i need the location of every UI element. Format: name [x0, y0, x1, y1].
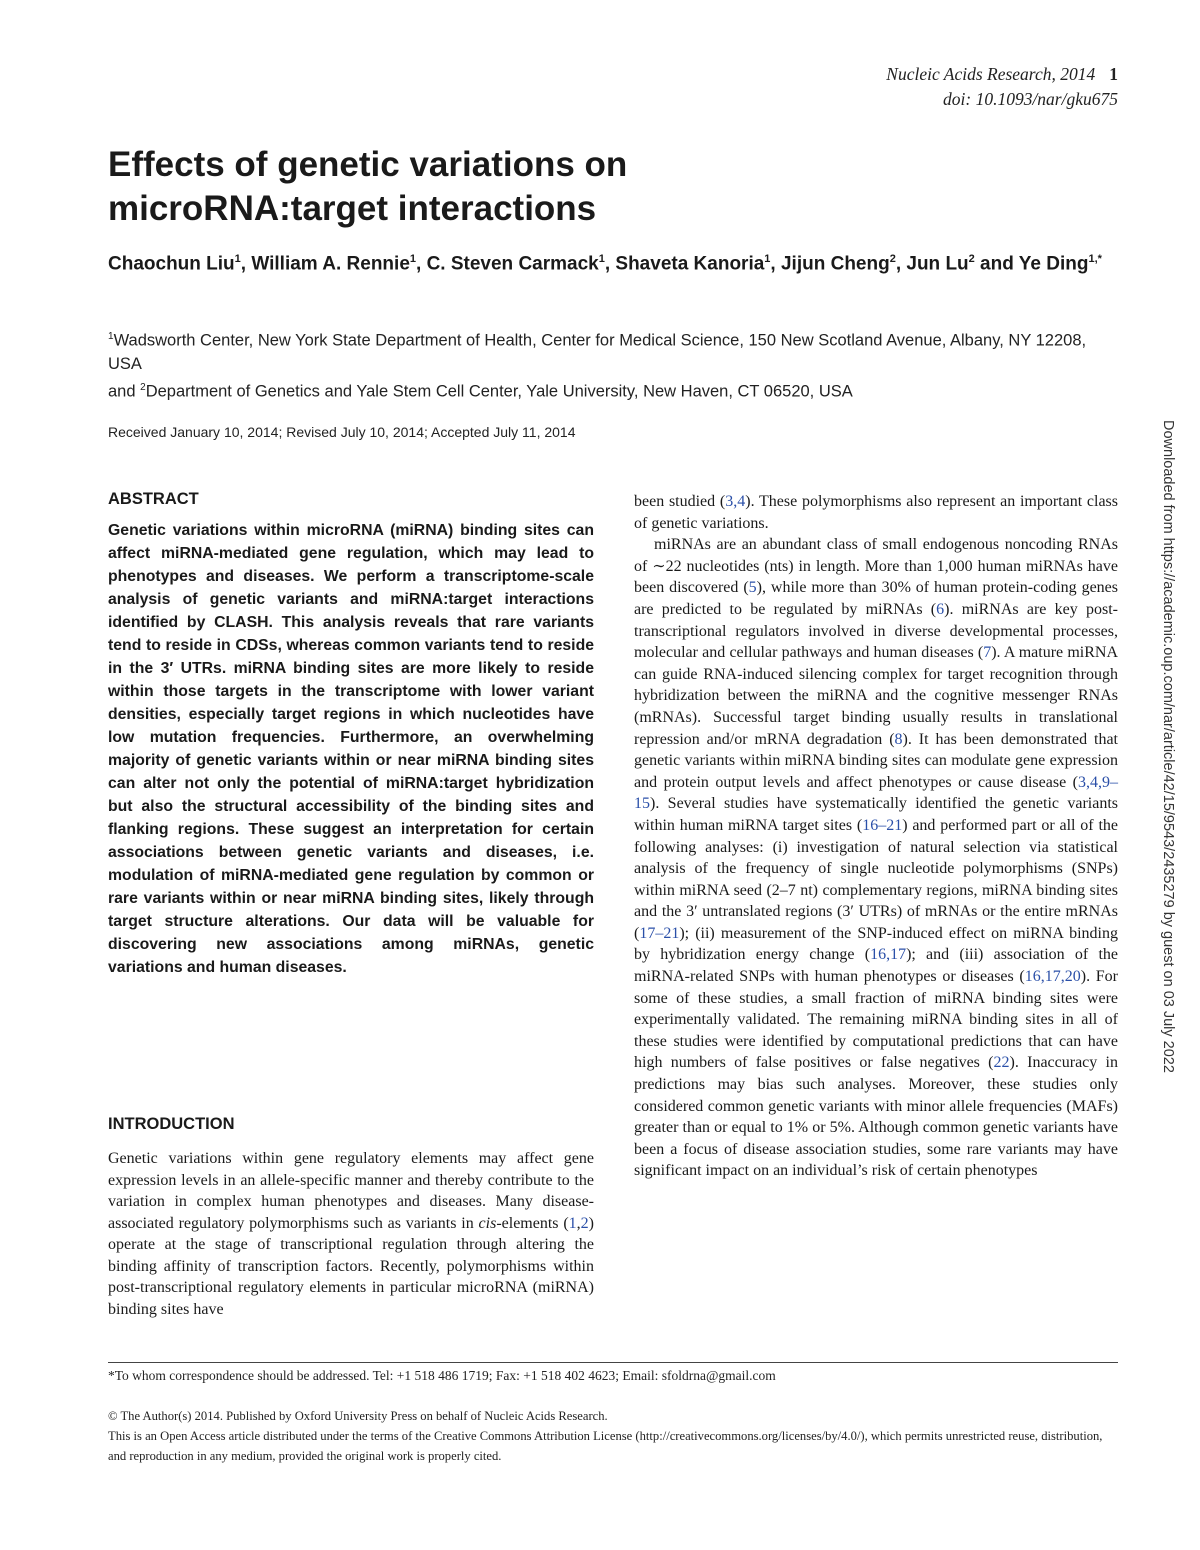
- reference-link[interactable]: 22: [993, 1054, 1010, 1072]
- reference-link[interactable]: 5: [748, 579, 757, 597]
- reference-link[interactable]: 16,17,20: [1024, 968, 1081, 986]
- reference-link[interactable]: 6: [936, 600, 945, 618]
- author-name: , C. Steven Carmack: [416, 253, 599, 275]
- copyright-block: [108, 1406, 1118, 1466]
- reference-link[interactable]: 7: [983, 644, 992, 662]
- text-run: ) operate at the stage of transcriptional regulation through altering the binding affinity of transcription factors. Recently, polymorphisms within post-transcriptional regulatory elements in particular microRNA (miRNA) binding sites have: [108, 1214, 594, 1318]
- reference-link[interactable]: 3,4: [725, 493, 746, 510]
- reference-link[interactable]: 3,4,9–15: [634, 773, 1118, 813]
- introduction-heading: INTRODUCTION: [108, 1115, 235, 1133]
- affil-prefix: and: [108, 382, 141, 400]
- reference-link[interactable]: 1: [568, 1214, 577, 1232]
- affil-mark: 2: [140, 381, 146, 393]
- author-name: , Jun Lu: [895, 253, 969, 275]
- article-title: Effects of genetic variations on microRNA:target interactions: [108, 145, 628, 228]
- affiliation-2: [108, 376, 1108, 404]
- text-run: ). For some of these studies, a small fraction of miRNA binding sites were experimentally validated. The remaining miRNA binding sites in all of these studies were identified by computational predictions that can have high numbers of false positives or false negatives (: [634, 968, 1118, 1072]
- author-affil-mark: 2: [889, 253, 896, 265]
- affil-text: Wadsworth Center, New York State Department of Health, Center for Medical Science, 150 New Scotland Avenue, Albany, NY 12208, USA: [108, 331, 1087, 373]
- affiliation-1: [108, 325, 1108, 376]
- text-run: ) and performed part or all of the following analyses: (i) investigation of natural selection via statistical analysis of the frequency of single nucleotide polymorphisms (SNPs) within miRNA seed (2–7 nt) complementary regions, miRNA binding sites and the 3′ untranslated regions (3′ UTRs) of mRNAs or the entire mRNAs (: [634, 816, 1118, 942]
- reference-link[interactable]: 17–21: [639, 924, 680, 942]
- author-affil-mark: 1: [409, 253, 417, 265]
- author-affil-mark: 1: [234, 253, 241, 265]
- affiliations: [108, 325, 1108, 403]
- reference-link[interactable]: 16,17: [870, 946, 907, 964]
- journal-header: [886, 62, 1118, 112]
- author-name: Chaochun Liu: [108, 253, 235, 275]
- text-run: ). These polymorphisms also represent an important class of genetic variations.: [634, 493, 1119, 532]
- reference-link[interactable]: 2: [580, 1214, 589, 1232]
- affil-text: Department of Genetics and Yale Stem Cell Center, Yale University, New Haven, CT 06520, USA: [145, 382, 853, 400]
- affil-mark: 1: [108, 331, 114, 342]
- journal-name: Nucleic Acids Research, 2014: [886, 64, 1096, 84]
- paragraph: [634, 491, 1118, 534]
- received-dates: Received January 10, 2014; Revised July 10, 2014; Accepted July 11, 2014: [108, 424, 576, 440]
- reference-link[interactable]: 16–21: [862, 816, 903, 834]
- right-column: [634, 491, 1118, 1182]
- author-affil-mark: 1: [598, 253, 605, 265]
- paragraph: [634, 534, 1118, 1182]
- text-run: ). A mature miRNA can guide RNA-induced silencing complex for target recognition through hybridization between the miRNA and the cognitive messenger RNAs (mRNAs). Successful target binding usually results in translational repression and/or mRNA degradation (: [634, 644, 1119, 748]
- author-list: [108, 244, 1108, 279]
- author-name: and Ye Ding: [974, 253, 1089, 275]
- introduction-paragraph: [108, 1148, 594, 1320]
- italic-term: cis: [478, 1214, 497, 1232]
- text-run: been studied (: [634, 493, 726, 510]
- abstract-text: Genetic variations within microRNA (miRNA) binding sites can affect miRNA-mediated gene regulation, which may lead to phenotypes and diseases. We perform a transcriptome-scale analysis of genetic variants and miRNA:target interactions identified by CLASH. This analysis reveals that rare variants tend to reside in CDSs, whereas common variants tend to reside in the 3′ UTRs. miRNA binding sites are more likely to reside within those targets in the transcriptome with lower variant densities, especially target regions in which nucleotides have low mutation frequencies. Furthermore, an overwhelming majority of genetic variants within or near miRNA binding sites can alter not only the potential of miRNA:target hybridization but also the structural accessibility of the binding sites and flanking regions. These suggest an interpretation for certain associations between genetic variants and diseases, i.e. modulation of miRNA-mediated gene regulation by common or rare variants within or near miRNA binding sites, likely through target structure alterations. Our data will be valuable for discovering new associations among miRNAs, genetic variations and human diseases.: [108, 522, 594, 976]
- author-affil-mark: 1: [764, 253, 771, 265]
- author-name: , William A. Rennie: [240, 253, 410, 275]
- text-run: Genetic variations within gene regulatory elements may affect gene expression levels in an allele-specific manner and thereby contribute to the variation in complex human phenotypes and diseases. Many disease-associated regulatory polymorphisms such as variants in: [108, 1150, 594, 1232]
- author-name: , Shaveta Kanoria: [604, 253, 765, 275]
- text-run: ). It has been demonstrated that genetic variants within miRNA binding sites can modulate gene expression and protein output levels and affect phenotypes or cause disease (: [634, 730, 1119, 791]
- text-run: ). miRNAs are key post-transcriptional regulators involved in diverse developmental processes, molecular and cellular pathways and human diseases (: [634, 600, 1118, 662]
- text-run: ,: [576, 1214, 581, 1232]
- text-run: -elements (: [496, 1214, 569, 1232]
- author-affil-mark: 1,*: [1088, 253, 1102, 265]
- reference-link[interactable]: 8: [894, 730, 903, 748]
- correspondence-note: *To whom correspondence should be addressed. Tel: +1 518 486 1719; Fax: +1 518 402 4623; Email: sfoldrna@gmail.com: [108, 1368, 776, 1383]
- text-run: ). Inaccuracy in predictions may bias such analyses. Moreover, these studies only considered common genetic variants with minor allele frequencies (MAFs) greater than or equal to 1% or 5%. Although common genetic variants have been a focus of disease association studies, some rare variants may have significant impact on an individual’s risk of certain phenotypes: [634, 1054, 1118, 1180]
- author-affil-mark: 2: [968, 253, 975, 265]
- footnote-divider: [108, 1362, 1118, 1363]
- page-number: 1: [1109, 64, 1118, 84]
- author-name: , Jijun Cheng: [770, 253, 890, 275]
- abstract-heading: ABSTRACT: [108, 490, 199, 508]
- text-run: miRNAs are an abundant class of small endogenous noncoding RNAs of ∼22 nucleotides (nts) in length. More than 1,000 human miRNAs have been discovered (: [634, 536, 1118, 597]
- text-run: ), while more than 30% of human protein-coding genes are predicted to be regulated by miRNAs (: [634, 579, 1119, 618]
- text-run: ). Several studies have systematically identified the genetic variants within human miRNA target sites (: [634, 795, 1118, 834]
- copyright-line: © The Author(s) 2014. Published by Oxford University Press on behalf of Nucleic Acids Research.: [108, 1409, 608, 1423]
- download-sidebar: Downloaded from https://academic.oup.com/nar/article/42/15/9543/2435279 by guest on 03 July 2022: [1160, 420, 1176, 1073]
- license-text: This is an Open Access article distributed under the terms of the Creative Commons Attribution License (http://creativecommons.org/licenses/by/4.0/), which permits unrestricted reuse, distribution, and reproduction in any medium, provided the original work is properly cited.: [108, 1429, 1103, 1463]
- doi[interactable]: doi: 10.1093/nar/gku675: [943, 89, 1118, 109]
- text-run: ); (ii) measurement of the SNP-induced effect on miRNA binding by hybridization energy change (: [634, 924, 1118, 964]
- text-run: ); and (iii) association of the miRNA-related SNPs with human phenotypes or diseases (: [634, 946, 1118, 986]
